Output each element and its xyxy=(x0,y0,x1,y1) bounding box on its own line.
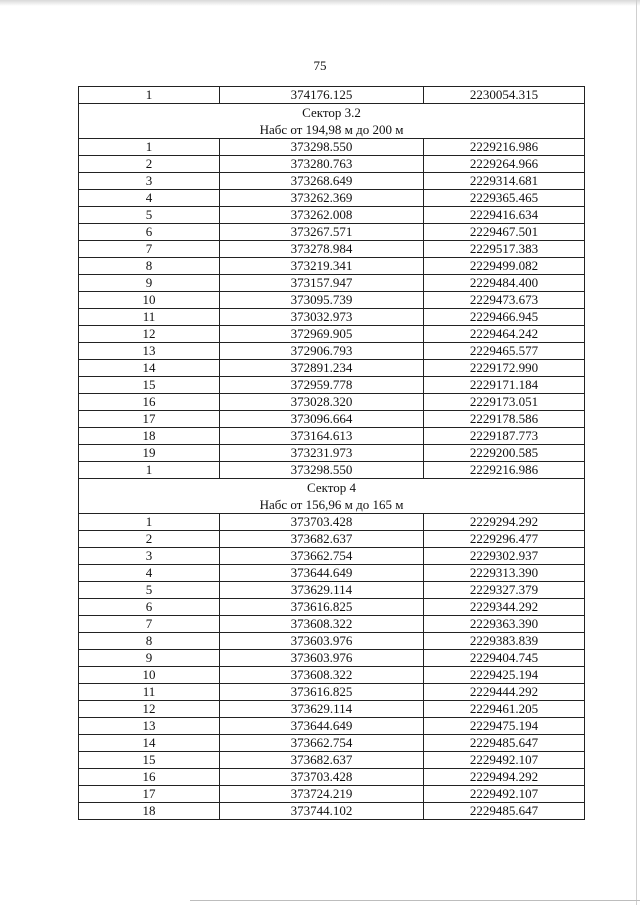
y-coordinate-cell: 2229365.465 xyxy=(424,190,585,207)
y-coordinate-cell: 2229461.205 xyxy=(424,701,585,718)
point-number-cell: 16 xyxy=(79,394,220,411)
point-number-cell: 10 xyxy=(79,292,220,309)
table-row xyxy=(79,786,585,803)
x-coordinate-cell: 373028.320 xyxy=(220,394,424,411)
table-row xyxy=(79,258,585,275)
y-coordinate-cell: 2229499.082 xyxy=(424,258,585,275)
y-coordinate-cell: 2229302.937 xyxy=(424,548,585,565)
point-number-cell: 6 xyxy=(79,224,220,241)
y-coordinate-cell: 2229264.966 xyxy=(424,156,585,173)
table-row xyxy=(79,803,585,820)
x-coordinate-cell: 373703.428 xyxy=(220,514,424,531)
x-coordinate-cell: 373096.664 xyxy=(220,411,424,428)
point-number-cell: 13 xyxy=(79,343,220,360)
x-coordinate-cell: 373164.613 xyxy=(220,428,424,445)
x-coordinate-cell: 373157.947 xyxy=(220,275,424,292)
y-coordinate-cell: 2229172.990 xyxy=(424,360,585,377)
sector-header xyxy=(79,104,585,139)
y-coordinate-cell: 2229294.292 xyxy=(424,514,585,531)
point-number-cell: 1 xyxy=(79,514,220,531)
y-coordinate-cell: 2229444.292 xyxy=(424,684,585,701)
x-coordinate-cell: 373603.976 xyxy=(220,633,424,650)
point-number-cell: 14 xyxy=(79,360,220,377)
x-coordinate-cell: 373662.754 xyxy=(220,735,424,752)
point-number-cell: 9 xyxy=(79,275,220,292)
point-number-cell: 16 xyxy=(79,769,220,786)
x-coordinate-cell: 373095.739 xyxy=(220,292,424,309)
y-coordinate-cell: 2229296.477 xyxy=(424,531,585,548)
x-coordinate-cell: 373608.322 xyxy=(220,616,424,633)
sector-title: Сектор 3.2 xyxy=(302,105,361,120)
y-coordinate-cell: 2229314.681 xyxy=(424,173,585,190)
y-coordinate-cell: 2229187.773 xyxy=(424,428,585,445)
x-coordinate-cell: 373298.550 xyxy=(220,462,424,479)
scan-edge-top xyxy=(0,0,640,6)
point-number-cell: 2 xyxy=(79,531,220,548)
table-row xyxy=(79,752,585,769)
table-row xyxy=(79,667,585,684)
table-row xyxy=(79,292,585,309)
table-row xyxy=(79,462,585,479)
y-coordinate-cell: 2229216.986 xyxy=(424,139,585,156)
x-coordinate-cell: 373662.754 xyxy=(220,548,424,565)
point-number-cell: 8 xyxy=(79,633,220,650)
table-row xyxy=(79,377,585,394)
table-row xyxy=(79,582,585,599)
x-coordinate-cell: 373744.102 xyxy=(220,803,424,820)
table-row xyxy=(79,207,585,224)
x-coordinate-cell: 373280.763 xyxy=(220,156,424,173)
x-coordinate-cell: 373616.825 xyxy=(220,599,424,616)
point-number-cell: 12 xyxy=(79,326,220,343)
point-number-cell: 7 xyxy=(79,241,220,258)
point-number-cell: 4 xyxy=(79,190,220,207)
table-row xyxy=(79,190,585,207)
table-row xyxy=(79,599,585,616)
y-coordinate-cell: 2229494.292 xyxy=(424,769,585,786)
point-number-cell: 15 xyxy=(79,377,220,394)
x-coordinate-cell: 373268.649 xyxy=(220,173,424,190)
sector-header-row xyxy=(79,104,585,139)
y-coordinate-cell: 2229473.673 xyxy=(424,292,585,309)
y-coordinate-cell: 2229467.501 xyxy=(424,224,585,241)
point-number-cell: 5 xyxy=(79,582,220,599)
table-row xyxy=(79,275,585,292)
point-number-cell: 17 xyxy=(79,411,220,428)
x-coordinate-cell: 373278.984 xyxy=(220,241,424,258)
table-row xyxy=(79,701,585,718)
y-coordinate-cell: 2230054.315 xyxy=(424,87,585,104)
sector-header xyxy=(79,479,585,514)
x-coordinate-cell: 373231.973 xyxy=(220,445,424,462)
point-number-cell: 9 xyxy=(79,650,220,667)
table-row xyxy=(79,531,585,548)
table-row xyxy=(79,565,585,582)
sector-header-row xyxy=(79,479,585,514)
point-number-cell: 18 xyxy=(79,803,220,820)
table-row xyxy=(79,548,585,565)
y-coordinate-cell: 2229492.107 xyxy=(424,786,585,803)
x-coordinate-cell: 373703.428 xyxy=(220,769,424,786)
point-number-cell: 4 xyxy=(79,565,220,582)
x-coordinate-cell: 373682.637 xyxy=(220,752,424,769)
table-row xyxy=(79,735,585,752)
x-coordinate-cell: 373724.219 xyxy=(220,786,424,803)
table-row xyxy=(79,445,585,462)
sector-title: Сектор 4 xyxy=(306,480,356,495)
scan-line-right xyxy=(636,0,637,905)
point-number-cell: 19 xyxy=(79,445,220,462)
y-coordinate-cell: 2229171.184 xyxy=(424,377,585,394)
point-number-cell: 14 xyxy=(79,735,220,752)
y-coordinate-cell: 2229344.292 xyxy=(424,599,585,616)
point-number-cell: 1 xyxy=(79,139,220,156)
table-row xyxy=(79,394,585,411)
x-coordinate-cell: 373298.550 xyxy=(220,139,424,156)
x-coordinate-cell: 373267.571 xyxy=(220,224,424,241)
table-row xyxy=(79,224,585,241)
sector-height-range: Набс от 194,98 м до 200 м xyxy=(259,122,404,137)
y-coordinate-cell: 2229404.745 xyxy=(424,650,585,667)
table-row xyxy=(79,428,585,445)
point-number-cell: 8 xyxy=(79,258,220,275)
y-coordinate-cell: 2229485.647 xyxy=(424,803,585,820)
y-coordinate-cell: 2229383.839 xyxy=(424,633,585,650)
x-coordinate-cell: 372969.905 xyxy=(220,326,424,343)
table-row xyxy=(79,173,585,190)
table-row xyxy=(79,326,585,343)
y-coordinate-cell: 2229313.390 xyxy=(424,565,585,582)
scan-line-bottom xyxy=(190,900,640,901)
x-coordinate-cell: 373262.008 xyxy=(220,207,424,224)
x-coordinate-cell: 373032.973 xyxy=(220,309,424,326)
y-coordinate-cell: 2229465.577 xyxy=(424,343,585,360)
point-number-cell: 1 xyxy=(79,87,220,104)
table-row xyxy=(79,139,585,156)
point-number-cell: 18 xyxy=(79,428,220,445)
y-coordinate-cell: 2229464.242 xyxy=(424,326,585,343)
x-coordinate-cell: 373616.825 xyxy=(220,684,424,701)
y-coordinate-cell: 2229173.051 xyxy=(424,394,585,411)
table-row xyxy=(79,633,585,650)
sector-height-range: Набс от 156,96 м до 165 м xyxy=(259,497,404,512)
point-number-cell: 11 xyxy=(79,684,220,701)
x-coordinate-cell: 374176.125 xyxy=(220,87,424,104)
point-number-cell: 17 xyxy=(79,786,220,803)
point-number-cell: 1 xyxy=(79,462,220,479)
x-coordinate-cell: 372906.793 xyxy=(220,343,424,360)
table-row xyxy=(79,87,585,104)
table-row xyxy=(79,343,585,360)
table-row xyxy=(79,360,585,377)
x-coordinate-cell: 373682.637 xyxy=(220,531,424,548)
x-coordinate-cell: 373219.341 xyxy=(220,258,424,275)
y-coordinate-cell: 2229492.107 xyxy=(424,752,585,769)
point-number-cell: 11 xyxy=(79,309,220,326)
y-coordinate-cell: 2229485.647 xyxy=(424,735,585,752)
point-number-cell: 10 xyxy=(79,667,220,684)
table-row xyxy=(79,769,585,786)
x-coordinate-cell: 373262.369 xyxy=(220,190,424,207)
y-coordinate-cell: 2229178.586 xyxy=(424,411,585,428)
y-coordinate-cell: 2229517.383 xyxy=(424,241,585,258)
point-number-cell: 15 xyxy=(79,752,220,769)
y-coordinate-cell: 2229327.379 xyxy=(424,582,585,599)
x-coordinate-cell: 372891.234 xyxy=(220,360,424,377)
x-coordinate-cell: 373644.649 xyxy=(220,565,424,582)
y-coordinate-cell: 2229363.390 xyxy=(424,616,585,633)
coordinates-table-body xyxy=(79,87,585,820)
table-row xyxy=(79,684,585,701)
point-number-cell: 5 xyxy=(79,207,220,224)
point-number-cell: 6 xyxy=(79,599,220,616)
table-row xyxy=(79,309,585,326)
y-coordinate-cell: 2229200.585 xyxy=(424,445,585,462)
point-number-cell: 2 xyxy=(79,156,220,173)
y-coordinate-cell: 2229216.986 xyxy=(424,462,585,479)
x-coordinate-cell: 373608.322 xyxy=(220,667,424,684)
x-coordinate-cell: 373629.114 xyxy=(220,582,424,599)
point-number-cell: 3 xyxy=(79,173,220,190)
y-coordinate-cell: 2229416.634 xyxy=(424,207,585,224)
table-row xyxy=(79,616,585,633)
table-row xyxy=(79,514,585,531)
x-coordinate-cell: 373629.114 xyxy=(220,701,424,718)
point-number-cell: 13 xyxy=(79,718,220,735)
y-coordinate-cell: 2229466.945 xyxy=(424,309,585,326)
point-number-cell: 7 xyxy=(79,616,220,633)
table-row xyxy=(79,241,585,258)
x-coordinate-cell: 373603.976 xyxy=(220,650,424,667)
page-number: 75 xyxy=(313,58,327,73)
table-row xyxy=(79,411,585,428)
point-number-cell: 3 xyxy=(79,548,220,565)
table-row xyxy=(79,156,585,173)
point-number-cell: 12 xyxy=(79,701,220,718)
table-row xyxy=(79,718,585,735)
y-coordinate-cell: 2229484.400 xyxy=(424,275,585,292)
y-coordinate-cell: 2229425.194 xyxy=(424,667,585,684)
table-row xyxy=(79,650,585,667)
x-coordinate-cell: 373644.649 xyxy=(220,718,424,735)
y-coordinate-cell: 2229475.194 xyxy=(424,718,585,735)
x-coordinate-cell: 372959.778 xyxy=(220,377,424,394)
coordinates-table xyxy=(78,86,585,820)
